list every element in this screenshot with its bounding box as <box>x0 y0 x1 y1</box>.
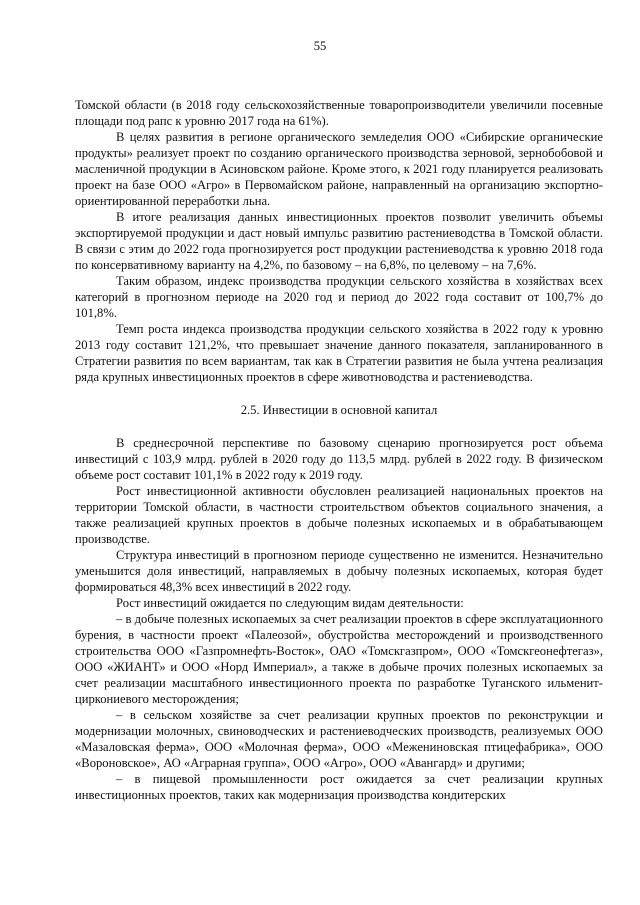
paragraph: Таким образом, индекс производства продукции сельского хозяйства в хозяйствах всех категорий в прогнозном периоде на 2020 год и период до 2022 года составит от 100,7% до 101,8%. <box>75 274 603 320</box>
paragraph: Структура инвестиций в прогнозном периоде существенно не изменится. Незначительно уменьшится доля инвестиций, направляемых в добычу полезных ископаемых, которая будет формироваться 48,3% всех инвестиций в 2022 году. <box>75 548 603 594</box>
paragraph: Рост инвестиционной активности обусловлен реализацией национальных проектов на территории Томской области, в частности строительством объектов социального значения, а также реализацией крупных проектов в добыче полезных ископаемых и в обрабатывающем производстве. <box>75 484 603 546</box>
list-item: – в добыче полезных ископаемых за счет реализации проектов в сфере эксплуатационного бурения, в частности проект «Палеозой», обустройства месторождений и производственного строительства ООО «Газпромнефть-Восток», ОАО «Томскгазпром», ООО «Томскгеонефтегаз», ООО «ЖИАНТ» и ООО «Норд Империал», а также в добыче прочих полезных ископаемых за счет реализации масштабного инвестиционного проекта по разработке Туганского ильменит-циркониевого месторождения; <box>75 612 603 706</box>
paragraph: В среднесрочной перспективе по базовому сценарию прогнозируется рост объема инвестиций с 103,9 млрд. рублей в 2020 году до 113,5 млрд. рублей в 2022 году. В физическом объеме рост составит 101,1% в 2022 году к 2019 году. <box>75 436 603 482</box>
paragraph: В целях развития в регионе органического земледелия ООО «Сибирские органические продукты» реализует проект по созданию органического производства зерновой, зернобобовой и масленичной продукции в Асиновском районе. Кроме этого, к 2021 году планируется реализовать проект на базе ООО «Агро» в Первомайском районе, направленный на организацию экспортно-ориентированной переработки льна. <box>75 130 603 208</box>
paragraph: Темп роста индекса производства продукции сельского хозяйства в 2022 году к уровню 2013 году составит 121,2%, что превышает значение данного показателя, запланированного в Стратегии развития по всем вариантам, так как в Стратегии развития не была учтена реализация ряда крупных инвестиционных проектов в сфере животноводства и растениеводства. <box>75 322 603 384</box>
section-heading: 2.5. Инвестиции в основной капитал <box>240 403 438 417</box>
page-number: 55 <box>313 39 327 53</box>
list-item: – в пищевой промышленности рост ожидается за счет реализации крупных инвестиционных проектов, таких как модернизация производства кондитерских <box>75 772 603 802</box>
list-item: – в сельском хозяйстве за счет реализации крупных проектов по реконструкции и модернизации молочных, свиноводческих и растениеводческих производств, реализуемых ООО «Мазаловская ферма», ООО «Молочная ферма», ООО «Межениновская птицефабрика», ООО «Вороновское», АО «Аграрная группа», ООО «Агро», ООО «Авангард» и другими; <box>75 708 603 770</box>
paragraph: Рост инвестиций ожидается по следующим видам деятельности: <box>116 596 464 610</box>
document-body <box>75 97 603 803</box>
paragraph: Томской области (в 2018 году сельскохозяйственные товаропроизводители увеличили посевные площади под рапс к уровню 2017 года на 61%). <box>75 98 603 128</box>
paragraph: В итоге реализация данных инвестиционных проектов позволит увеличить объемы экспортируемой продукции и даст новый импульс развитию растениеводства в Томской области. В связи с этим до 2022 года прогнозируется рост продукции растениеводства к уровню 2018 года по консервативному варианту на 4,2%, по базовому – на 6,8%, по целевому – на 7,6%. <box>75 210 603 272</box>
